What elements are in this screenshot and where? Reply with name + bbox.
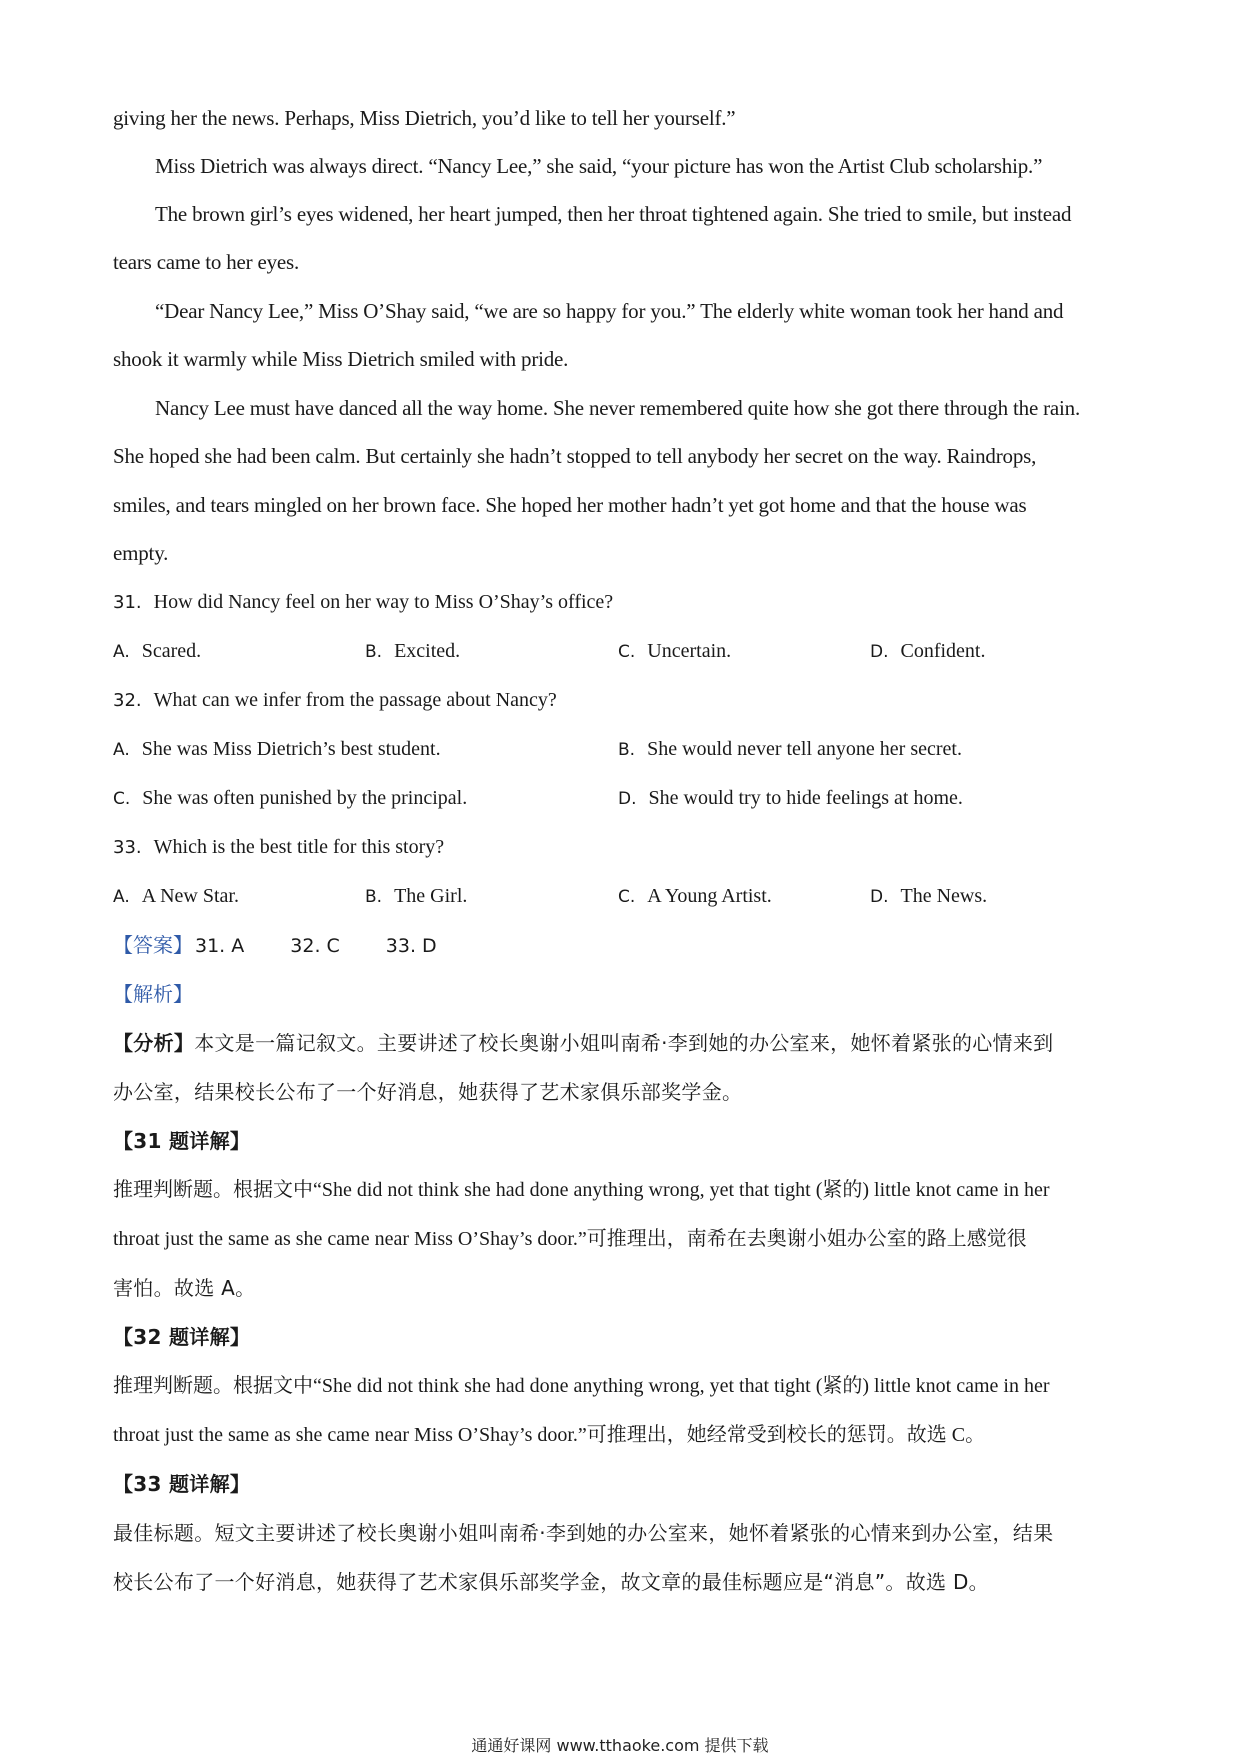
detail-line: 推理判断题。根据文中“She did not think she had done anything wrong, yet that tight (紧的) little knot came in her	[113, 1375, 1050, 1397]
detail-line: throat just the same as she came near Miss O’Shay’s door.”可推理出，她经常受到校长的惩罚。故选 C。	[113, 1424, 986, 1446]
question-31	[113, 587, 613, 618]
passage-line: shook it warmly while Miss Dietrich smiled with pride.	[113, 347, 569, 371]
option-a: A. She was Miss Dietrich’s best student.	[113, 738, 441, 760]
answer-row	[113, 930, 437, 961]
question-text: What can we infer from the passage about Nancy?	[153, 689, 557, 711]
overview-line: 办公室，结果校长公布了一个好消息，她获得了艺术家俱乐部奖学金。	[113, 1080, 743, 1104]
question-number: 33.	[113, 837, 142, 858]
option-d: D. She would try to hide feelings at home.	[618, 787, 963, 809]
detail-line: 校长公布了一个好消息，她获得了艺术家俱乐部奖学金，故文章的最佳标题应是“消息”。故选 D。	[113, 1570, 989, 1594]
passage-line: Nancy Lee must have danced all the way home. She never remembered quite how she got there through the rain.	[155, 396, 1081, 420]
passage-line: smiles, and tears mingled on her brown face. She hoped her mother hadn’t yet got home and that the house was	[113, 493, 1027, 517]
option-d: D. Confident.	[870, 640, 986, 662]
passage-line: giving her the news. Perhaps, Miss Dietrich, you’d like to tell her yourself.”	[113, 106, 736, 130]
detail-line: 最佳标题。短文主要讲述了校长奥谢小姐叫南希·李到她的办公室来，她怀着紧张的心情来到办公室，结果	[113, 1521, 1054, 1545]
option-a: A. A New Star.	[113, 885, 239, 907]
answer-label: 【答案】	[113, 933, 193, 957]
overview-label: 【分析】	[113, 1031, 195, 1055]
passage-line: She hoped she had been calm. But certainly she hadn’t stopped to tell anybody her secret on the way. Raindrops,	[113, 444, 1037, 468]
answer-item: 31. A	[195, 935, 245, 957]
passage-line: “Dear Nancy Lee,” Miss O’Shay said, “we are so happy for you.” The elderly white woman took her hand and	[155, 299, 1064, 323]
passage-line: The brown girl’s eyes widened, her heart jumped, then her throat tightened again. She tried to smile, but instead	[155, 202, 1072, 226]
detail-33-label: 【33 题详解】	[113, 1472, 251, 1496]
option-c: C. Uncertain.	[618, 640, 732, 662]
passage-line: Miss Dietrich was always direct. “Nancy Lee,” she said, “your picture has won the Artist Club scholarship.”	[155, 154, 1043, 178]
option-d: D. The News.	[870, 885, 988, 907]
detail-31-label: 【31 题详解】	[113, 1129, 251, 1153]
option-c: C. She was often punished by the principal.	[113, 787, 468, 809]
option-a: A. Scared.	[113, 640, 202, 662]
passage-line: empty.	[113, 541, 169, 565]
footer-watermark: 通通好课网 www.tthaoke.com 提供下载	[471, 1736, 769, 1755]
option-b: B. The Girl.	[365, 885, 468, 907]
overview-line: 【分析】本文是一篇记叙文。主要讲述了校长奥谢小姐叫南希·李到她的办公室来，她怀着紧张的心情来到	[113, 1031, 1054, 1055]
question-33	[113, 832, 444, 863]
option-b: B. She would never tell anyone her secret.	[618, 738, 962, 760]
detail-line: 害怕。故选 A。	[113, 1276, 256, 1300]
detail-line: throat just the same as she came near Miss O’Shay’s door.”可推理出，南希在去奥谢小姐办公室的路上感觉很	[113, 1228, 1027, 1250]
analysis-label: 【解析】	[113, 982, 193, 1006]
detail-32-label: 【32 题详解】	[113, 1325, 251, 1349]
question-32	[113, 685, 557, 716]
option-b: B. Excited.	[365, 640, 461, 662]
question-text: Which is the best title for this story?	[153, 836, 445, 858]
answer-item: 33. D	[385, 935, 437, 957]
question-number: 32.	[113, 690, 142, 711]
option-c: C. A Young Artist.	[618, 885, 772, 907]
detail-line: 推理判断题。根据文中“She did not think she had done anything wrong, yet that tight (紧的) little knot came in her	[113, 1179, 1050, 1201]
question-text: How did Nancy feel on her way to Miss O’Shay’s office?	[153, 591, 614, 613]
passage-line: tears came to her eyes.	[113, 250, 300, 274]
question-number: 31.	[113, 592, 142, 613]
answer-item: 32. C	[290, 935, 340, 957]
